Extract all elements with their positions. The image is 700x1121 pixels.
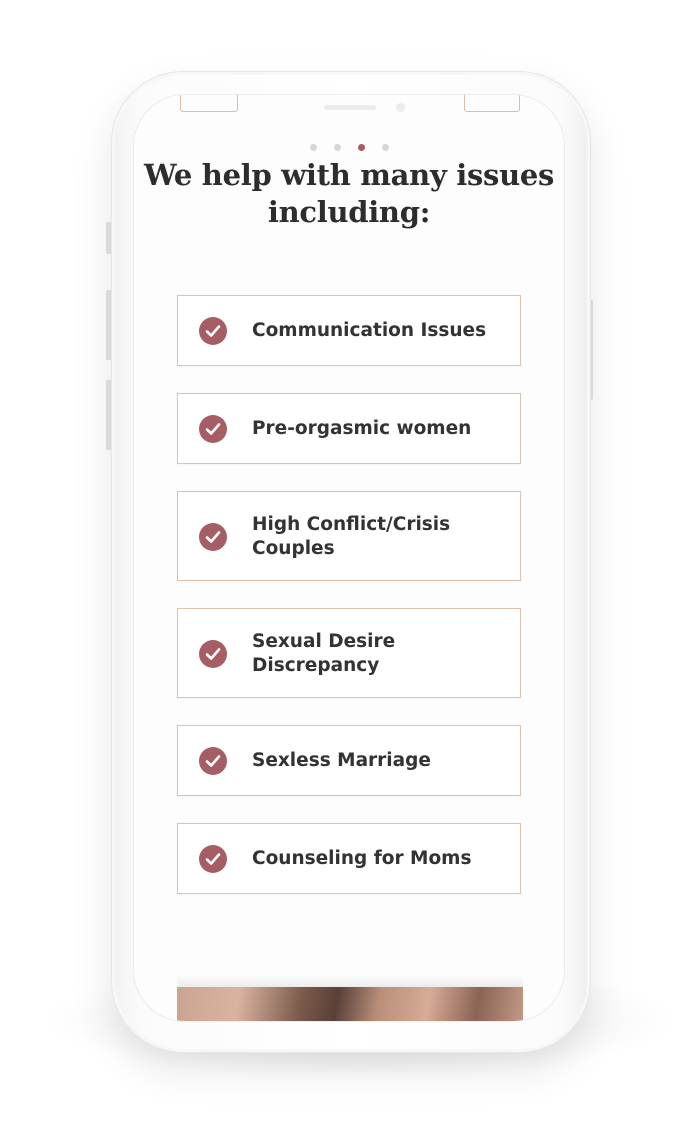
carousel-dot-4[interactable]	[382, 144, 389, 151]
carousel-dot-3[interactable]	[358, 144, 365, 151]
section-heading: We help with many issues including:	[143, 158, 555, 229]
carousel-dot-1[interactable]	[310, 144, 317, 151]
check-circle-icon	[199, 317, 227, 345]
list-item	[177, 823, 521, 894]
list-item-label: Counseling for Moms	[252, 848, 472, 869]
check-circle-icon	[199, 747, 227, 775]
list-item-label: Pre-orgasmic women	[252, 418, 472, 439]
check-circle-icon	[199, 415, 227, 443]
list-item	[177, 393, 521, 464]
list-item	[177, 295, 521, 366]
list-item	[177, 725, 521, 796]
phone-screen	[133, 94, 565, 1022]
previous-section-edge-right	[464, 95, 520, 112]
list-item	[177, 608, 521, 698]
list-item-label: Communication Issues	[252, 320, 487, 341]
list-item-label: High Conflict/Crisis Couples	[252, 514, 451, 559]
list-item-label: Sexless Marriage	[252, 750, 431, 771]
section-photo	[177, 987, 523, 1022]
check-circle-icon	[199, 523, 227, 551]
carousel-dots	[310, 144, 390, 154]
carousel-dot-2[interactable]	[334, 144, 341, 151]
check-circle-icon	[199, 845, 227, 873]
phone-speaker	[324, 105, 376, 110]
check-circle-icon	[199, 640, 227, 668]
previous-section-edge-left	[180, 95, 238, 112]
phone-camera	[396, 103, 405, 112]
list-item	[177, 491, 521, 581]
list-item-label: Sexual Desire Discrepancy	[252, 631, 396, 676]
